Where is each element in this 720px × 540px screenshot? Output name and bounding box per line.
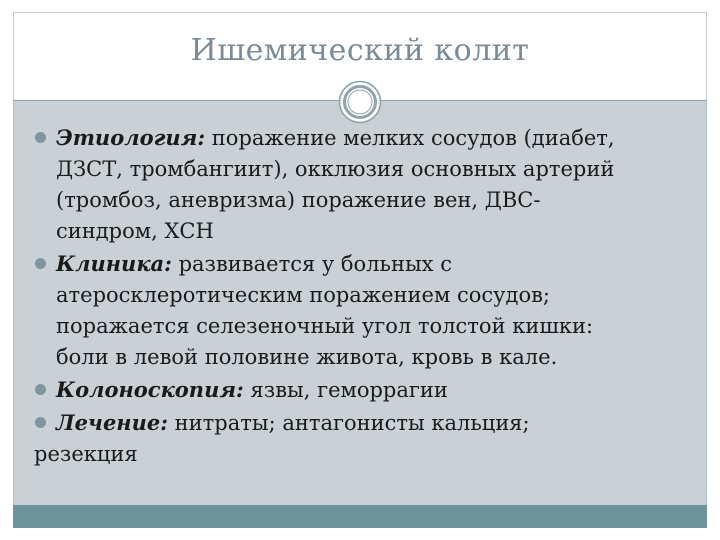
bullet-label: Колоноскопия:: [56, 377, 244, 402]
bullet-colonoscopy: [34, 374, 674, 406]
bullet-line: атеросклеротическим поражением сосудов;: [56, 283, 550, 307]
bullet-line: резекция: [34, 442, 138, 466]
bullet-label: Лечение:: [56, 410, 168, 435]
slide-title: Ишемический колит: [190, 33, 530, 68]
bullet-text: поражение мелких сосудов (диабет,: [205, 126, 615, 150]
bullet-label: Этиология:: [56, 125, 206, 150]
bullet-treatment: [34, 407, 674, 470]
bullet-line: поражается селезеночный угол толстой кишки:: [56, 314, 594, 338]
bullet-etiology: [34, 122, 674, 247]
bullet-line: ДЗСТ, тромбангиит), окклюзия основных артерий: [56, 157, 615, 181]
bullet-text: язвы, геморрагии: [243, 378, 448, 402]
bullet-line: [56, 374, 674, 406]
bullet-line: [56, 122, 674, 154]
bullet-icon: [35, 417, 46, 428]
bullet-line: [56, 248, 674, 280]
bullet-line: (тромбоз, аневризма) поражение вен, ДВС-: [56, 188, 541, 212]
bullet-clinic: [34, 248, 674, 373]
bullet-text: нитраты; антагонисты кальция;: [168, 411, 530, 435]
bullet-label: Клиника:: [56, 251, 172, 276]
bullet-icon: [35, 132, 46, 143]
bullet-line: боли в левой половине живота, кровь в кале.: [56, 345, 558, 369]
bullet-icon: [35, 384, 46, 395]
bullet-list: [34, 122, 674, 470]
bullet-line: синдром, ХСН: [56, 219, 214, 243]
bullet-icon: [35, 258, 46, 269]
footer-bar: [13, 505, 707, 528]
ornament-circle-icon: [338, 80, 382, 124]
bullet-line: [56, 407, 674, 439]
bullet-text: развивается у больных с: [171, 252, 452, 276]
